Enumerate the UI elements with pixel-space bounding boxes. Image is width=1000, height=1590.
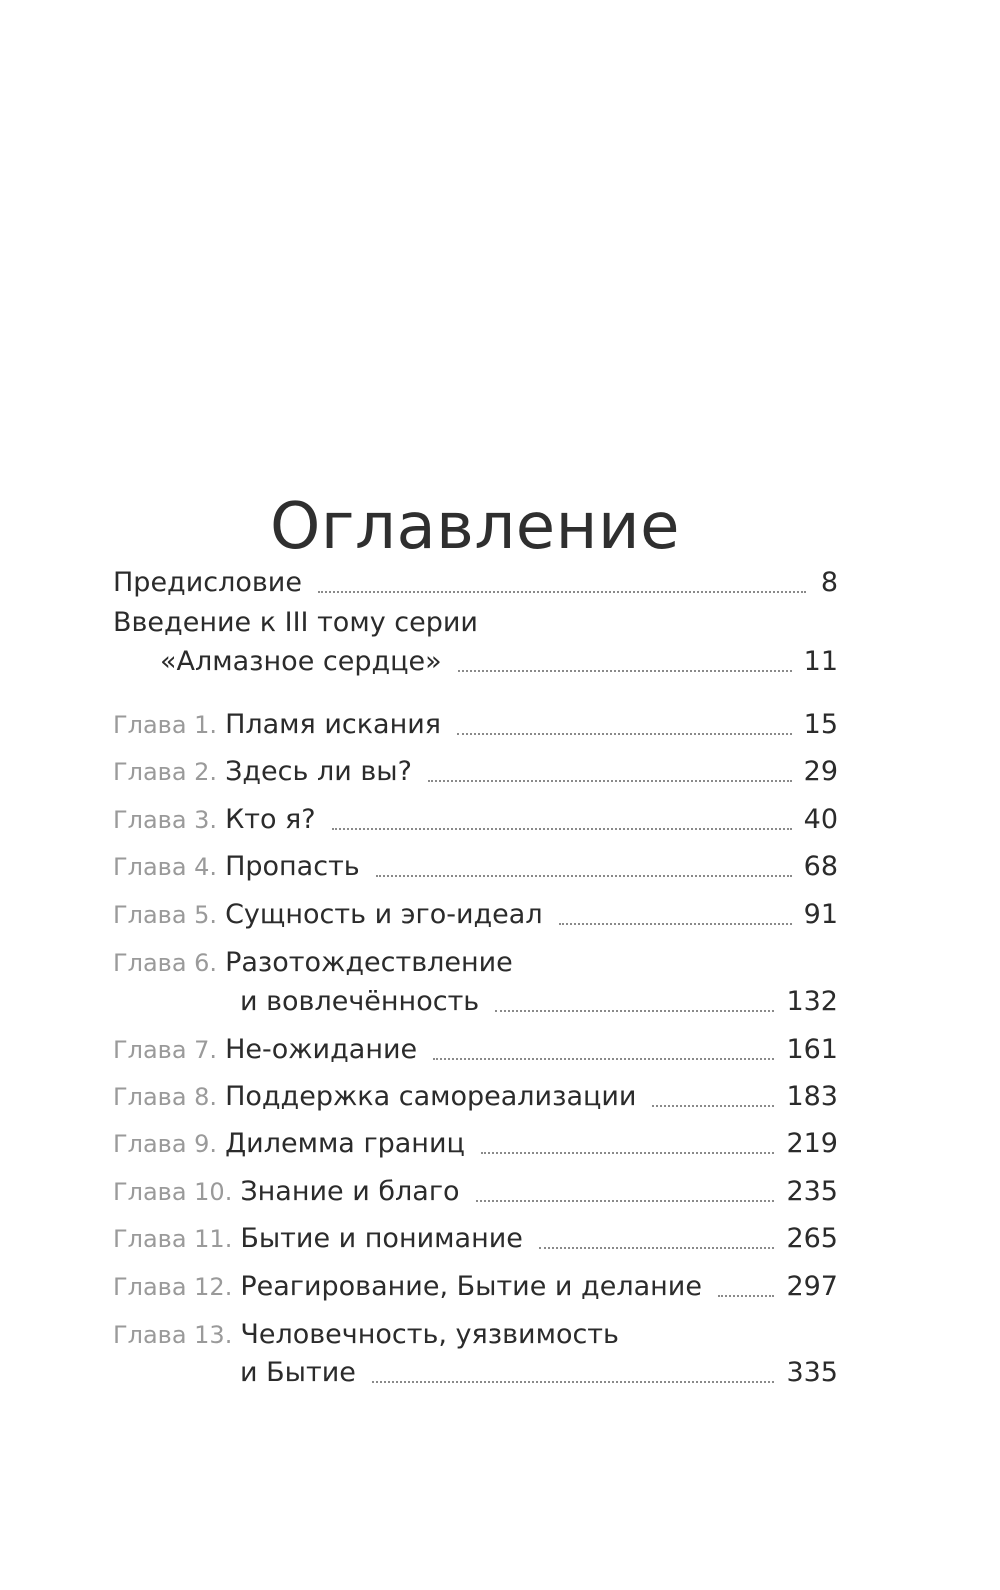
toc-leader-dots bbox=[458, 670, 792, 672]
toc-entry-title: Здесь ли вы? bbox=[225, 756, 412, 787]
toc-leader-dots bbox=[332, 828, 792, 830]
toc-leader-dots bbox=[539, 1247, 775, 1249]
toc-entry-page: 297 bbox=[786, 1271, 838, 1302]
toc-entry-chapter-8 bbox=[113, 1077, 838, 1117]
toc-entry-page: 183 bbox=[786, 1081, 838, 1112]
toc-entry-page: 29 bbox=[803, 756, 838, 787]
toc-entry-page: 40 bbox=[803, 804, 838, 835]
toc-entry-title: Предисловие bbox=[113, 567, 302, 598]
toc-entry-chapter-11 bbox=[113, 1219, 838, 1259]
toc-entry-page: 91 bbox=[803, 899, 838, 930]
toc-chapter-label: Глава 11. bbox=[113, 1225, 233, 1253]
toc-entry-chapter-12 bbox=[113, 1267, 838, 1307]
toc-chapter-label: Глава 7. bbox=[113, 1036, 218, 1064]
toc-entry-chapter-13 bbox=[113, 1315, 838, 1355]
toc-leader-dots bbox=[318, 591, 806, 593]
toc-chapter-label: Глава 5. bbox=[113, 901, 218, 929]
toc-entry-title: Кто я? bbox=[225, 804, 316, 835]
toc-chapter-label: Глава 13. bbox=[113, 1321, 233, 1349]
toc-entry-introduction bbox=[113, 603, 838, 643]
toc-chapter-label: Глава 6. bbox=[113, 949, 218, 977]
toc-entry-title: и Бытие bbox=[240, 1357, 356, 1388]
toc-leader-dots bbox=[652, 1105, 774, 1107]
toc-entry-page: 8 bbox=[820, 567, 838, 598]
toc-leader-dots bbox=[376, 875, 792, 877]
toc-entry-page: 219 bbox=[786, 1128, 838, 1159]
toc-entry-chapter-4 bbox=[113, 847, 838, 887]
toc-leader-dots bbox=[476, 1200, 775, 1202]
toc-entry-page: 235 bbox=[786, 1176, 838, 1207]
toc-entry-page: 335 bbox=[786, 1357, 838, 1388]
toc-entry-title: Человечность, уязвимость bbox=[240, 1319, 619, 1350]
toc-entry-chapter-10 bbox=[113, 1172, 838, 1212]
toc-entry-introduction-continuation bbox=[160, 642, 838, 682]
toc-entry-title: Сущность и эго-идеал bbox=[225, 899, 543, 930]
toc-chapter-label: Глава 1. bbox=[113, 711, 218, 739]
toc-entry-page: 265 bbox=[786, 1223, 838, 1254]
toc-entry-chapter-13-continuation bbox=[240, 1353, 838, 1393]
toc-entry-title: Введение к III тому серии bbox=[113, 607, 478, 638]
toc-leader-dots bbox=[372, 1381, 775, 1383]
toc-entry-title: Бытие и понимание bbox=[240, 1223, 523, 1254]
toc-chapter-label: Глава 9. bbox=[113, 1130, 218, 1158]
toc-entry-page: 132 bbox=[786, 986, 838, 1017]
toc-entry-title: Разотождествление bbox=[225, 947, 513, 978]
toc-chapter-label: Глава 4. bbox=[113, 853, 218, 881]
page-title: Оглавление bbox=[270, 489, 680, 564]
toc-leader-dots bbox=[495, 1010, 774, 1012]
toc-entry-page: 15 bbox=[803, 709, 838, 740]
toc-chapter-label: Глава 10. bbox=[113, 1178, 233, 1206]
toc-chapter-label: Глава 3. bbox=[113, 806, 218, 834]
toc-entry-title: и вовлечённость bbox=[240, 986, 480, 1017]
toc-leader-dots bbox=[481, 1152, 775, 1154]
toc-leader-dots bbox=[428, 780, 792, 782]
toc-entry-chapter-3 bbox=[113, 800, 838, 840]
toc-entry-title: Пламя искания bbox=[225, 709, 442, 740]
toc-chapter-label: Глава 8. bbox=[113, 1083, 218, 1111]
toc-chapter-label: Глава 2. bbox=[113, 758, 218, 786]
toc-entry-title: Дилемма границ bbox=[225, 1128, 465, 1159]
toc-leader-dots bbox=[433, 1058, 774, 1060]
toc-entry-title: Пропасть bbox=[225, 851, 360, 882]
toc-entry-chapter-9 bbox=[113, 1124, 838, 1164]
toc-entry-preface bbox=[113, 563, 838, 603]
toc-entry-title: Знание и благо bbox=[240, 1176, 460, 1207]
toc-entry-chapter-6-continuation bbox=[240, 982, 838, 1022]
toc-entry-chapter-5 bbox=[113, 895, 838, 935]
toc-entry-page: 11 bbox=[803, 646, 838, 677]
toc-entry-title: «Алмазное сердце» bbox=[160, 646, 442, 677]
toc-entry-page: 68 bbox=[803, 851, 838, 882]
toc-entry-title: Поддержка самореализации bbox=[225, 1081, 637, 1112]
toc-entry-title: Реагирование, Бытие и делание bbox=[240, 1271, 702, 1302]
toc-entry-chapter-1 bbox=[113, 705, 838, 745]
toc-chapter-label: Глава 12. bbox=[113, 1273, 233, 1301]
toc-entry-page: 161 bbox=[786, 1034, 838, 1065]
toc-entry-chapter-2 bbox=[113, 752, 838, 792]
toc-leader-dots bbox=[718, 1295, 775, 1297]
toc-entry-chapter-6 bbox=[113, 943, 838, 983]
toc-leader-dots bbox=[457, 733, 792, 735]
toc-entry-title: Не-ожидание bbox=[225, 1034, 418, 1065]
toc-leader-dots bbox=[559, 923, 792, 925]
toc-entry-chapter-7 bbox=[113, 1030, 838, 1070]
